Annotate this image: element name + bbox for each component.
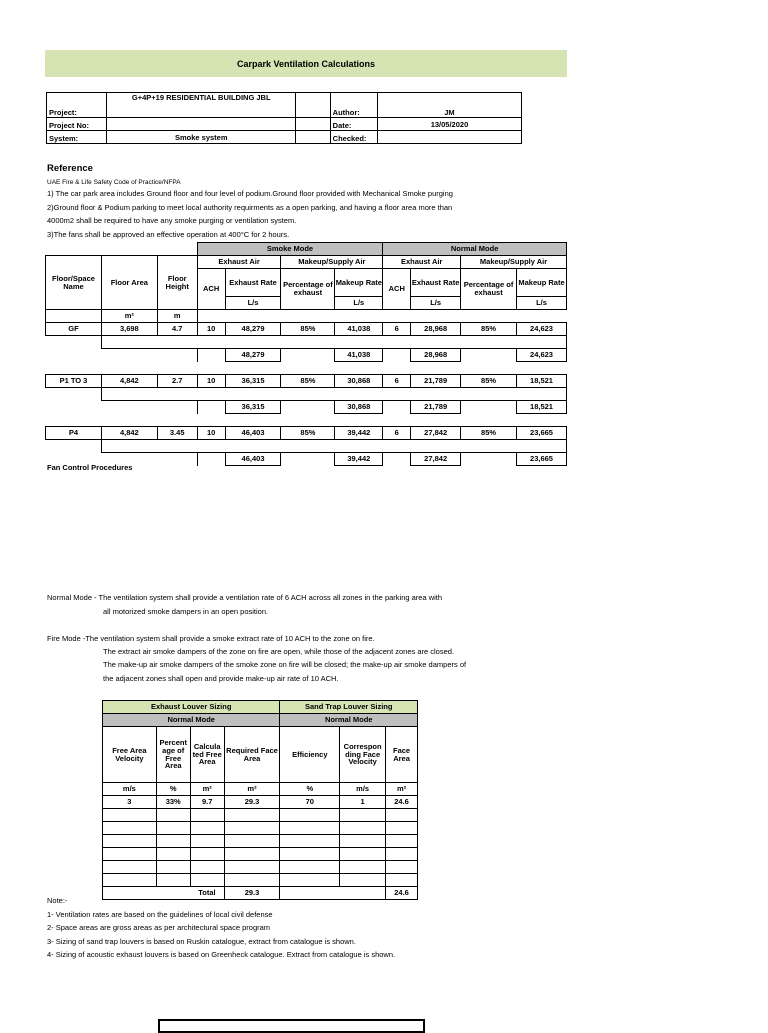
ventilation-calc-table <box>45 242 567 466</box>
sand-trap-louver-title: Sand Trap Louver Sizing <box>280 701 418 714</box>
fire-mode-text: The extract air smoke dampers of the zone on fire are open, while those of the adjacent zones are closed. <box>103 647 455 656</box>
smoke-makeup-rate-header: Makeup Rate <box>335 269 383 297</box>
unit-label: L/s <box>335 297 383 310</box>
note-item: 1- Ventilation rates are based on the guidelines of local civil defense <box>47 910 273 919</box>
notes-heading: Note:- <box>47 896 68 905</box>
table-row: P4 4,842 3.45 10 46,403 85% 39,442 6 27,842 85% 23,665 <box>46 427 567 440</box>
project-no-label: Project No: <box>47 118 107 131</box>
exhaust-normal-mode: Normal Mode <box>103 714 280 727</box>
smoke-mode-header: Smoke Mode <box>197 243 383 256</box>
note-item: 4- Sizing of acoustic exhaust louvers is based on Greenheck catalogue. Extract from catalogue is shown. <box>47 950 396 959</box>
total-row: 48,279 41,038 28,968 24,623 <box>46 349 567 362</box>
note-item: 2- Space areas are gross areas as per architectural space program <box>47 923 271 932</box>
total-label: Total <box>190 887 224 900</box>
floor-space-header: Floor/Space Name <box>46 256 102 310</box>
table-row: P1 TO 3 4,842 2.7 10 36,315 85% 30,868 6 21,789 85% 18,521 <box>46 375 567 388</box>
unit-label: m² <box>190 783 224 796</box>
table-row: GF 3,698 4.7 10 48,279 85% 41,038 6 28,968 85% 24,623 <box>46 323 567 336</box>
unit-label: m/s <box>340 783 386 796</box>
normal-mode-text: Normal Mode - The ventilation system shall provide a ventilation rate of 6 ACH across all zones in the parking area with <box>47 593 443 602</box>
catalogue-extract-frame <box>158 1019 425 1033</box>
reference-source: UAE Fire & Life Safety Code of Practice/NFPA <box>47 179 181 186</box>
reference-line: 4000m2 shall be required to have any smoke purging or ventilation system. <box>47 216 297 225</box>
note-item: 3- Sizing of sand trap louvers is based on Ruskin catalogue, extract from catalogue is shown. <box>47 937 356 946</box>
unit-label: L/s <box>411 297 461 310</box>
reference-heading: Reference <box>47 163 93 174</box>
checked-label: Checked: <box>330 131 377 144</box>
required-face-area-header: Required Face Area <box>224 727 280 783</box>
free-area-velocity-header: Free Area Velocity <box>103 727 157 783</box>
project-value: G+4P+19 RESIDENTIAL BUILDING JBL <box>107 93 296 118</box>
normal-mode-text: all motorized smoke dampers in an open position. <box>103 607 269 616</box>
system-label: System: <box>47 131 107 144</box>
normal-ach-header: ACH <box>383 269 411 310</box>
floor-height-header: Floor Height <box>157 256 197 310</box>
exhaust-louver-title: Exhaust Louver Sizing <box>103 701 280 714</box>
smoke-makeup-air-header: Makeup/Supply Air <box>281 256 383 269</box>
smoke-ach-header: ACH <box>197 269 225 310</box>
normal-makeup-rate-header: Makeup Rate <box>517 269 567 297</box>
total-row <box>103 887 418 900</box>
normal-mode-header: Normal Mode <box>383 243 567 256</box>
smoke-exhaust-rate-header: Exhaust Rate <box>225 269 281 297</box>
face-area-header: Face Area <box>386 727 418 783</box>
unit-label: m <box>157 310 197 323</box>
reference-line: 2)Ground floor & Podium parking to meet local authority requirments as a open parking, and having a floor area more than <box>47 203 453 212</box>
project-info-table <box>46 92 522 144</box>
unit-label: % <box>156 783 190 796</box>
date-value: 13/05/2020 <box>377 118 521 131</box>
normal-percentage-header: Percentage of exhaust <box>461 269 517 310</box>
floor-area-header: Floor Area <box>101 256 157 310</box>
louver-sizing-table <box>102 700 418 900</box>
unit-label: L/s <box>225 297 281 310</box>
calculated-free-area-header: Calcula ted Free Area <box>190 727 224 783</box>
fire-mode-text: the adjacent zones shall open and provide make-up air rate of 10 ACH. <box>103 674 339 683</box>
normal-exhaust-rate-header: Exhaust Rate <box>411 269 461 297</box>
unit-label: % <box>280 783 340 796</box>
efficiency-header: Efficiency <box>280 727 340 783</box>
unit-label: m² <box>224 783 280 796</box>
reference-line: 3)The fans shall be approved an effective operation at 400°C for 2 hours. <box>47 230 290 239</box>
author-value: JM <box>377 93 521 118</box>
smoke-percentage-header: Percentage of exhaust <box>281 269 335 310</box>
fan-control-heading: Fan Control Procedures <box>47 463 133 472</box>
date-label: Date: <box>330 118 377 131</box>
normal-exhaust-air-header: Exhaust Air <box>383 256 461 269</box>
total-row: 46,403 39,442 27,842 23,665 <box>46 453 567 466</box>
face-velocity-header: Correspon ding Face Velocity <box>340 727 386 783</box>
unit-label: m² <box>101 310 157 323</box>
reference-line: 1) The car park area includes Ground floor and four level of podium.Ground floor provided with Mechanical Smoke purging <box>47 189 453 198</box>
author-label: Author: <box>330 93 377 118</box>
sand-normal-mode: Normal Mode <box>280 714 418 727</box>
unit-label: L/s <box>517 297 567 310</box>
fire-mode-text: The make-up air smoke dampers of the smoke zone on fire will be closed; the make-up air smoke dampers of <box>103 660 467 669</box>
unit-label: m/s <box>103 783 157 796</box>
total-face-area: 24.6 <box>386 887 418 900</box>
project-label: Project: <box>47 93 107 118</box>
table-row: 3 33% 9.7 29.3 70 1 24.6 <box>103 796 418 809</box>
total-row: 36,315 30,868 21,789 18,521 <box>46 401 567 414</box>
total-required-face-area: 29.3 <box>224 887 280 900</box>
percentage-free-area-header: Percent age of Free Area <box>156 727 190 783</box>
smoke-exhaust-air-header: Exhaust Air <box>197 256 281 269</box>
unit-label: m² <box>386 783 418 796</box>
document-title: Carpark Ventilation Calculations <box>45 50 567 77</box>
system-value: Smoke system <box>107 131 296 144</box>
fire-mode-text: Fire Mode -The ventilation system shall provide a smoke extract rate of 10 ACH to the zone on fire. <box>47 634 375 643</box>
normal-makeup-air-header: Makeup/Supply Air <box>461 256 567 269</box>
